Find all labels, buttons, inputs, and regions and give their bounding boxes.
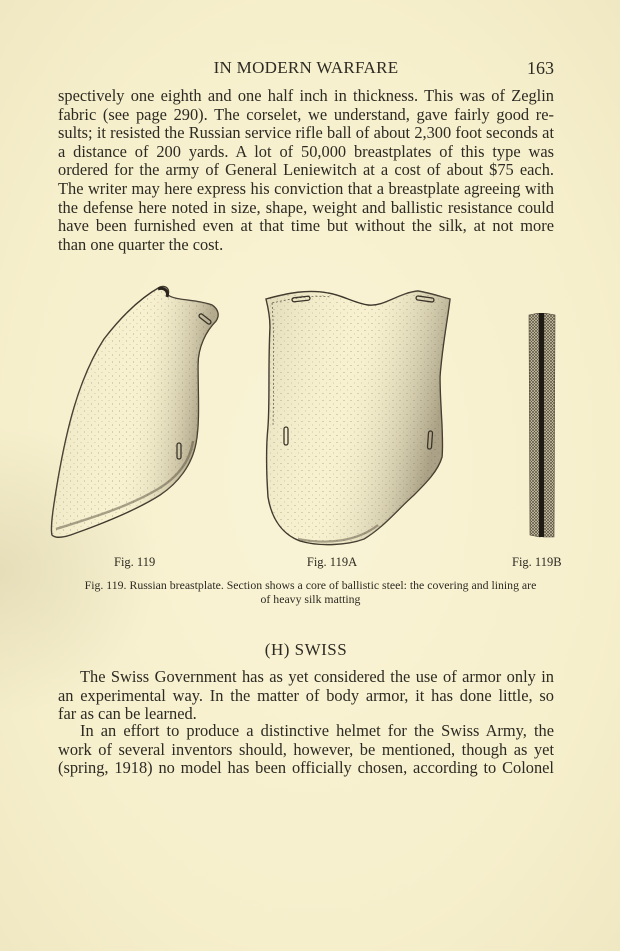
text-line: work of several inventors should, however, be mentioned, though as yet: [58, 739, 554, 759]
text-line: spectively one eighth and one half inch in thickness. This was of Zeglin: [58, 86, 554, 105]
caption-line: of heavy silk matting: [260, 592, 361, 606]
running-title: IN MODERN WARFARE: [213, 58, 399, 77]
text-line: a distance of 200 yards. A lot of 50,000 breastplates of this type was: [58, 141, 554, 161]
figure-119b-section: [527, 313, 557, 538]
running-head: [58, 58, 554, 80]
steel-core: [539, 313, 544, 537]
figure-119a-front-breastplate: [258, 287, 458, 549]
text-line: The Swiss Government has as yet considered the use of armor only in: [80, 667, 554, 686]
figure-label-119b: Fig. 119B: [512, 555, 562, 569]
figure-caption: [58, 578, 563, 606]
text-line: have been furnished even at that time but without the silk, at not more: [58, 216, 554, 236]
text-line: than one quarter the cost.: [58, 234, 224, 254]
caption-line: Fig. 119. Russian breastplate. Section shows a core of ballistic steel: the covering and lining are: [84, 578, 537, 592]
text-line: the defense here noted in size, shape, weight and ballistic resistance could: [58, 197, 554, 217]
silk-lining: [543, 313, 555, 537]
paragraph-breastplate: [58, 87, 554, 254]
text-line: (spring, 1918) no model has been officially chosen, according to Colonel: [58, 758, 554, 778]
silk-covering: [529, 313, 540, 537]
text-line: an experimental way. In the matter of body armor, it has done little, so: [58, 685, 554, 705]
text-line: sults; it resisted the Russian service rifle ball of about 2,300 foot seconds at: [58, 123, 554, 143]
text-line: In an effort to produce a distinctive helmet for the Swiss Army, the: [80, 721, 554, 740]
text-line: far as can be learned.: [58, 704, 197, 724]
section-heading: (H) SWISS: [264, 640, 348, 659]
paragraph-swiss-armor: [58, 668, 554, 724]
paragraph-swiss-helmet: [58, 722, 554, 778]
page-number: 163: [527, 58, 554, 78]
figure-label-119: Fig. 119: [114, 555, 156, 569]
text-line: ordered for the army of General Leniewitch at a cost of about $75 each.: [58, 160, 554, 180]
figure-label-119a: Fig. 119A: [306, 555, 358, 569]
figure-119-side-breastplate: [48, 283, 228, 545]
text-line: The writer may here express his conviction that a breastplate agreeing with: [58, 178, 554, 198]
text-line: fabric (see page 290). The corselet, we understand, gave fairly good re-: [58, 104, 554, 124]
